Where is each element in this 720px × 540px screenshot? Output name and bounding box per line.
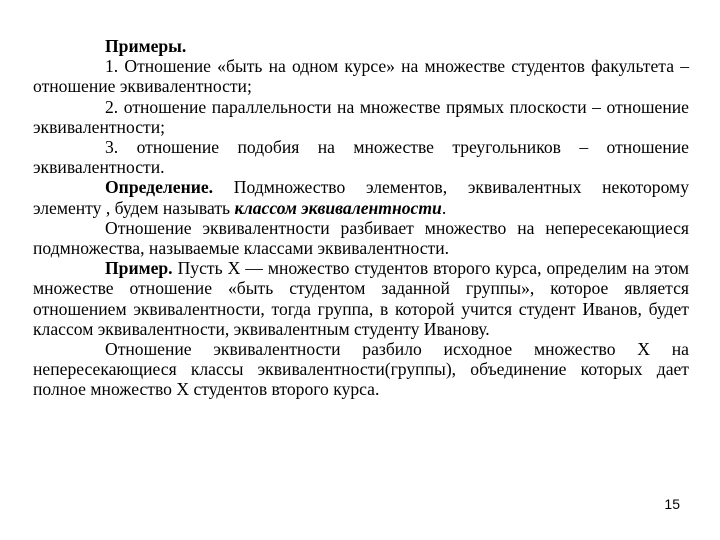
example-label: Пример. bbox=[105, 258, 173, 279]
definition-paragraph bbox=[33, 177, 689, 217]
conclusion-paragraph: Отношение эквивалентности разбило исходное множество Х на непересекающиеся классы эквивалентности(группы), объединение которых дает полное множество Х студентов второго курса. bbox=[33, 339, 689, 400]
definition-text: Подмножество элементов, эквивалентных некоторому элементу , будем называть bbox=[33, 177, 689, 218]
partition-statement: Отношение эквивалентности разбивает множество на непересекающиеся подмножества, называемые классами эквивалентности. bbox=[33, 217, 689, 259]
definition-label: Определение. bbox=[105, 177, 214, 198]
example-item-3: 3. отношение подобия на множестве треугольников – отношение эквивалентности. bbox=[33, 137, 689, 178]
example-text: Пусть Х — множество студентов второго курса, определим на этом множестве отношение «быть студентом заданной группы», которое является отношением эквивалентности, тогда группа, в которой учится студент Иванов, будет классом эквивалентности, эквивалентным студенту Иванову. bbox=[33, 258, 689, 339]
examples-heading: Примеры. bbox=[105, 36, 187, 56]
page-number: 15 bbox=[664, 496, 680, 512]
example-item-2: 2. отношение параллельности на множестве прямых плоскости – отношение эквивалентности; bbox=[33, 96, 689, 137]
example-paragraph bbox=[33, 258, 689, 339]
example-item-1: 1. Отношение «быть на одном курсе» на множестве студентов факультета – отношение эквивалентности; bbox=[33, 56, 689, 97]
slide-content bbox=[33, 36, 689, 400]
definition-term: классом эквивалентности bbox=[234, 197, 442, 218]
definition-end: . bbox=[441, 197, 447, 218]
